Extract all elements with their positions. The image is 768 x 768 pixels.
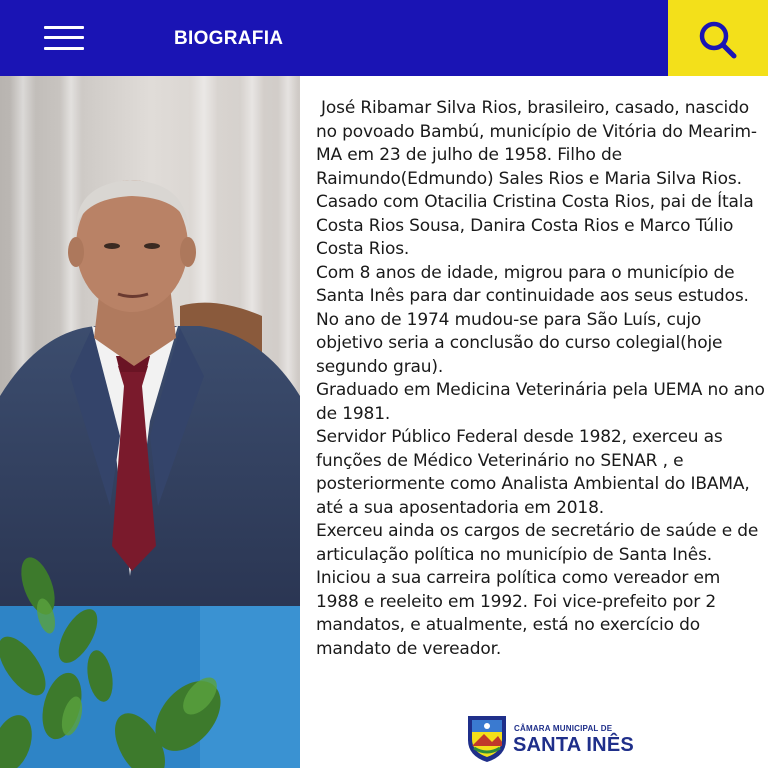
- logo-line2: SANTA INÊS: [513, 734, 634, 756]
- top-app-bar: [0, 0, 768, 76]
- hamburger-menu-icon[interactable]: [44, 24, 84, 52]
- bio-paragraph: Iniciou a sua carreira política como vereador em 1988 e reeleito em 1992. Foi vice-prefeito por 2 mandatos, e atualmente, está no exercício do mandato de vereador.: [316, 568, 721, 659]
- biography-text: [316, 97, 766, 661]
- camara-municipal-logo: [464, 712, 634, 764]
- search-icon: [697, 19, 739, 61]
- page-title: BIOGRAFIA: [174, 28, 284, 49]
- bio-paragraph: Exerceu ainda os cargos de secretário de saúde e de articulação política no município de Santa Inês.: [316, 521, 759, 565]
- search-button[interactable]: [668, 0, 768, 76]
- logo-line1: CÂMARA MUNICIPAL DE: [514, 724, 613, 733]
- bio-paragraph: Com 8 anos de idade, migrou para o município de Santa Inês para dar continuidade aos seus estudos. No ano de 1974 mudou-se para São Luís, cujo objetivo seria a conclusão do curso colegial(hoje segundo grau).: [316, 262, 749, 377]
- coat-of-arms-icon: [464, 712, 510, 764]
- bio-paragraph: Servidor Público Federal desde 1982, exerceu as funções de Médico Veterinário no SENAR , e posteriormente como Analista Ambiental do IBAMA, até a sua aposentadoria em 2018.: [316, 427, 750, 518]
- bio-paragraph: Graduado em Medicina Veterinária pela UEMA no ano de 1981.: [316, 380, 765, 424]
- bio-paragraph: José Ribamar Silva Rios, brasileiro, casado, nascido no povoado Bambú, município de Vitória do Mearim-MA em 23 de julho de 1958. Filho de Raimundo(Edmundo) Sales Rios e Maria Silva Rios. Casado com Otacilia Cristina Costa Rios, pai de Ítala Costa Rios Sousa, Danira Costa Rios e Marco Túlio Costa Rios.: [316, 98, 757, 259]
- portrait-photo: [0, 76, 300, 768]
